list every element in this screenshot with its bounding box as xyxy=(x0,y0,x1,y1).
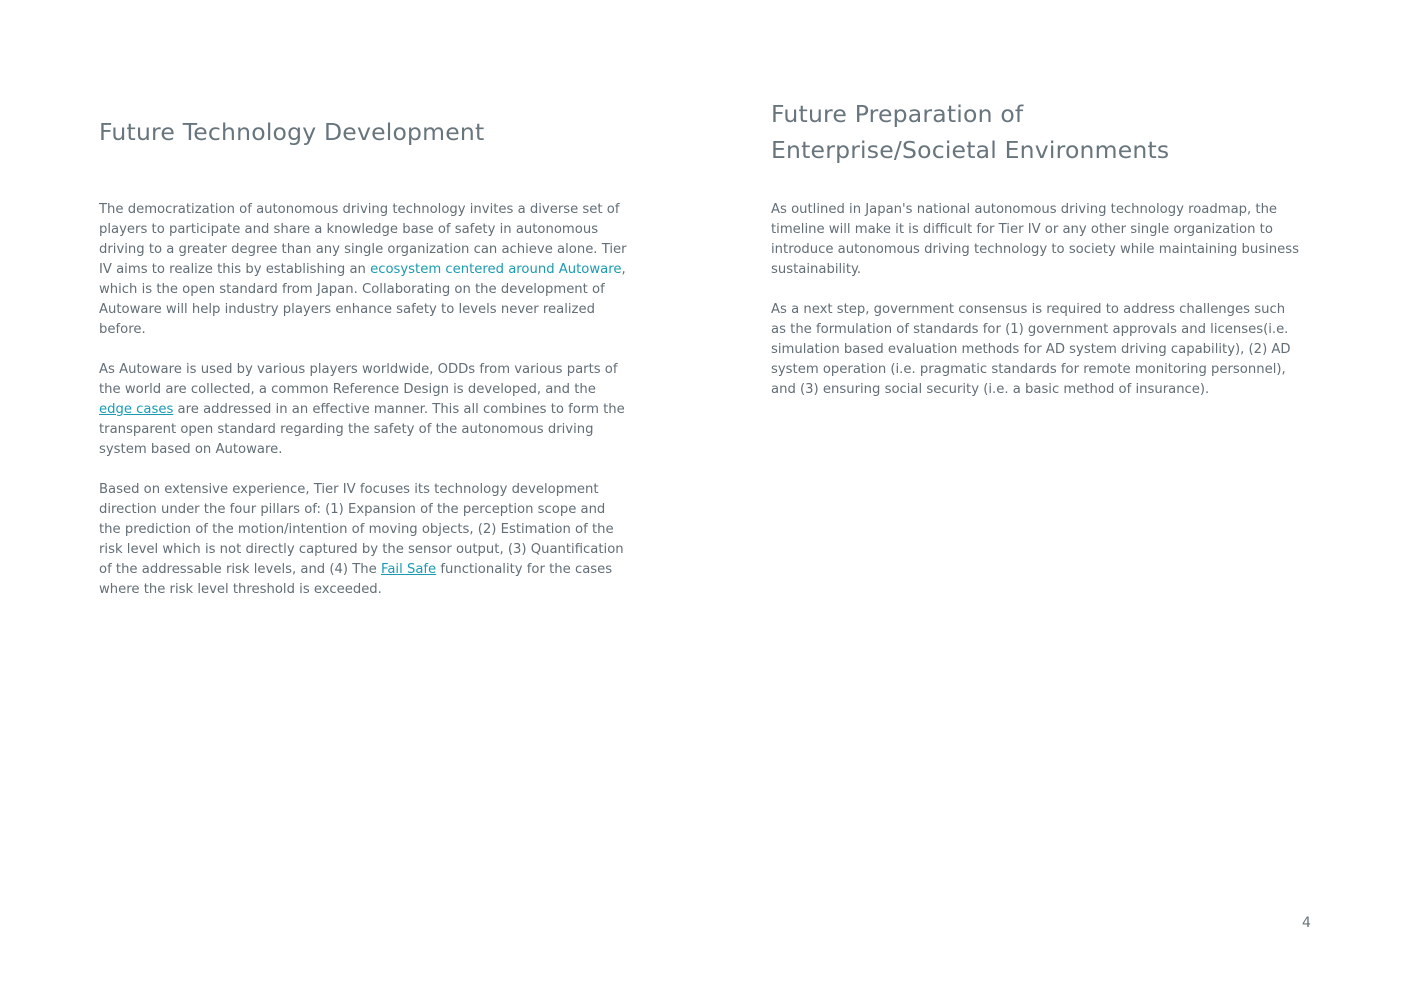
fail-safe-link[interactable]: Fail Safe xyxy=(380,562,437,577)
left-p3-text-before: Based on extensive experience, Tier IV focuses its technology development direction under the four pillars of: (1) Expansion of the perception scope and the prediction of the motion/intention of moving objects, (2) Estimation of the risk level which is not directly captured by the sensor output, (3) Quantification of the addressable risk levels, and (4) The xyxy=(99,482,624,577)
left-p1-text-before: The democratization of autonomous driving technology invites a diverse set of players to participate and share a knowledge base of safety in autonomous driving to a greater degree than any single organization can achieve alone. Tier IV aims to realize this by establishing an xyxy=(99,202,627,277)
edge-cases-link[interactable]: edge cases xyxy=(99,402,174,417)
right-paragraph-2: As a next step, government consensus is required to address challenges such as the formulation of standards for (1) government approvals and licenses(i.e. simulation based evaluation methods for AD system driving capability), (2) AD system operation (i.e. pragmatic standards for remote monitoring personnel), and (3) ensuring social security (i.e. a basic method of insurance). xyxy=(771,302,1291,397)
left-paragraph-1 xyxy=(99,200,631,340)
right-heading-line-2: Enterprise/Societal Environments xyxy=(771,136,1170,164)
left-paragraph-2 xyxy=(99,360,631,460)
page-number: 4 xyxy=(1302,915,1311,931)
right-heading-line-1: Future Preparation of xyxy=(771,100,1024,128)
ecosystem-link[interactable]: ecosystem centered around Autoware xyxy=(370,262,622,277)
left-p1-text-after: , which is the open standard from Japan. Collaborating on the development of Autoware will help industry players enhance safety to levels never realized before. xyxy=(99,262,626,337)
left-paragraph-3 xyxy=(99,480,631,600)
left-body xyxy=(99,200,631,620)
right-body xyxy=(771,200,1299,420)
left-heading: Future Technology Development xyxy=(99,118,485,146)
left-p2-text-after: are addressed in an effective manner. This all combines to form the transparent open standard regarding the safety of the autonomous driving system based on Autoware. xyxy=(99,402,625,457)
left-p3-text-after: functionality for the cases where the risk level threshold is exceeded. xyxy=(99,562,613,597)
left-p2-text-before: As Autoware is used by various players worldwide, ODDs from various parts of the world are collected, a common Reference Design is developed, and the xyxy=(99,362,618,397)
right-paragraph-1: As outlined in Japan's national autonomous driving technology roadmap, the timeline will make it is difficult for Tier IV or any other single organization to introduce autonomous driving technology to society while maintaining business sustainability. xyxy=(771,202,1300,277)
right-heading xyxy=(771,96,1169,168)
